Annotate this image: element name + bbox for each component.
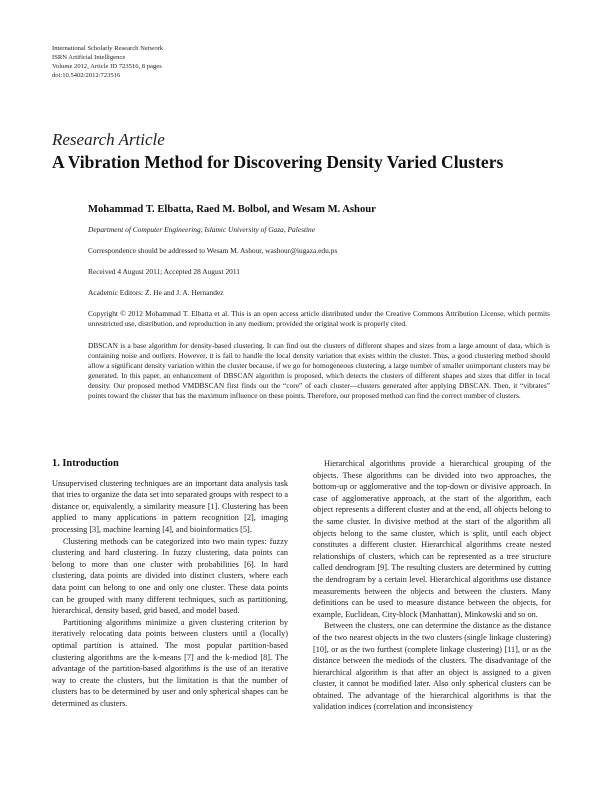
journal-network: International Scholarly Research Network <box>52 45 164 52</box>
author-list: Mohammad T. Elbatta, Raed M. Bolbol, and Wesam M. Ashour <box>88 204 376 215</box>
copyright-notice: Copyright © 2012 Mohammad T. Elbatta et al. This is an open access article distributed under the Creative Commons Attribution License, which permits unrestricted use, distribution, and reproduction in any medium, provided the original work is properly cited. <box>88 309 550 328</box>
right-column <box>313 458 551 713</box>
abstract: DBSCAN is a base algorithm for density-based clustering. It can find out the clusters of different shapes and sizes from a large amount of data, which is containing noise and outliers. However, it is fail to handle the local density variation that exists within the cluster. Thus, a good clustering method should allow a significant density variation within the cluster because, if we go for homogeneous clustering, a large number of smaller unimportant clusters may be generated. In this paper, an enhancement of DBSCAN algorithm is proposed, which detects the clusters of different shapes and sizes that differ in local density. Our proposed method VMDBSCAN first finds out the “core” of each cluster—clusters generated after applying DBSCAN. Then, it “vibrates” points toward the cluster that has the maximum influence on these points. Therefore, our proposed method can find the correct number of clusters. <box>88 341 550 400</box>
section-heading-introduction: 1. Introduction <box>52 458 119 469</box>
left-column <box>52 458 288 709</box>
front-matter <box>88 205 550 401</box>
journal-name: ISRN Artificial Intelligence <box>52 54 126 61</box>
academic-editors: Academic Editors: Z. He and J. A. Hernandez <box>88 288 224 297</box>
affiliation: Department of Computer Engineering, Islamic University of Gaza, Palestine <box>88 225 316 234</box>
paper-title: A Vibration Method for Discovering Density Varied Clusters <box>52 152 504 172</box>
received-dates: Received 4 August 2011; Accepted 28 August 2011 <box>88 267 240 276</box>
paragraph: Partitioning algorithms minimize a given clustering criterion by iteratively relocating data points between clusters until a (locally) optimal partition is attained. The most popular partition-based clustering algorithms are the k-means [7] and the k-mediod [8]. The advantage of the partition-based algorithms is the use of an iterative way to create the clusters, but the limitation is that the number of clusters has to be determined by user and only spherical shapes can be determined as clusters. <box>52 617 288 708</box>
journal-info <box>52 44 352 80</box>
journal-volume: Volume 2012, Article ID 723516, 8 pages <box>52 63 162 70</box>
article-type: Research Article <box>52 130 165 149</box>
paragraph: Unsupervised clustering techniques are an important data analysis task that tries to organize the data set into separated groups with respect to a distance or, equivalently, a similarity measure [1]. Clustering has been applied to many applications in pattern recognition [2], imaging processing [3], machine learning [4], and bioinformatics [5]. <box>52 478 288 534</box>
paragraph: Clustering methods can be categorized into two main types: fuzzy clustering and hard clustering. In fuzzy clustering, data points can belong to more than one cluster with probabilities [6]. In hard clustering, data points are divided into distinct clusters, where each data point can belong to one and only one cluster. These data points can be grouped with many different techniques, such as partitioning, hierarchical, density based, grid based, and model based. <box>52 536 288 616</box>
journal-doi: doi:10.5402/2012/723516 <box>52 72 121 79</box>
correspondence: Correspondence should be addressed to Wesam M. Ashour, washour@iugaza.edu.ps <box>88 246 338 255</box>
paragraph: Hierarchical algorithms provide a hierarchical grouping of the objects. These algorithms can be divided into two approaches, the bottom-up or agglomerative and the top-down or divisive approach. In case of agglomerative approach, at the start of the algorithm, each object represents a different cluster and at the end, all objects belong to the same cluster. In divisive method at the start of the algorithm all objects belong to the same cluster, which is split, until each object constitutes a different cluster. Hierarchical algorithms create nested relationships of clusters, which can be represented as a tree structure called dendrogram [9]. The resulting clusters are determined by cutting the dendrogram by a certain level. Hierarchical algorithms use distance measurements between the objects and between the clusters. Many definitions can be used to measure distance between the objects, for example, Euclidean, City-block (Manhattan), Minkowski and so on. <box>313 459 551 619</box>
paragraph: Between the clusters, one can determine the distance as the distance of the two nearest objects in the two clusters (single linkage clustering) [10], or as the two furthest (complete linkage clustering) [11], or as the distance between the mediods of the clusters. The disadvantage of the hierarchical algorithm is that after an object is assigned to a given cluster, it cannot be modified later. Also only spherical clusters can be obtained. The advantage of the hierarchical algorithms is that the validation indices (correlation and inconsistency <box>313 621 551 712</box>
